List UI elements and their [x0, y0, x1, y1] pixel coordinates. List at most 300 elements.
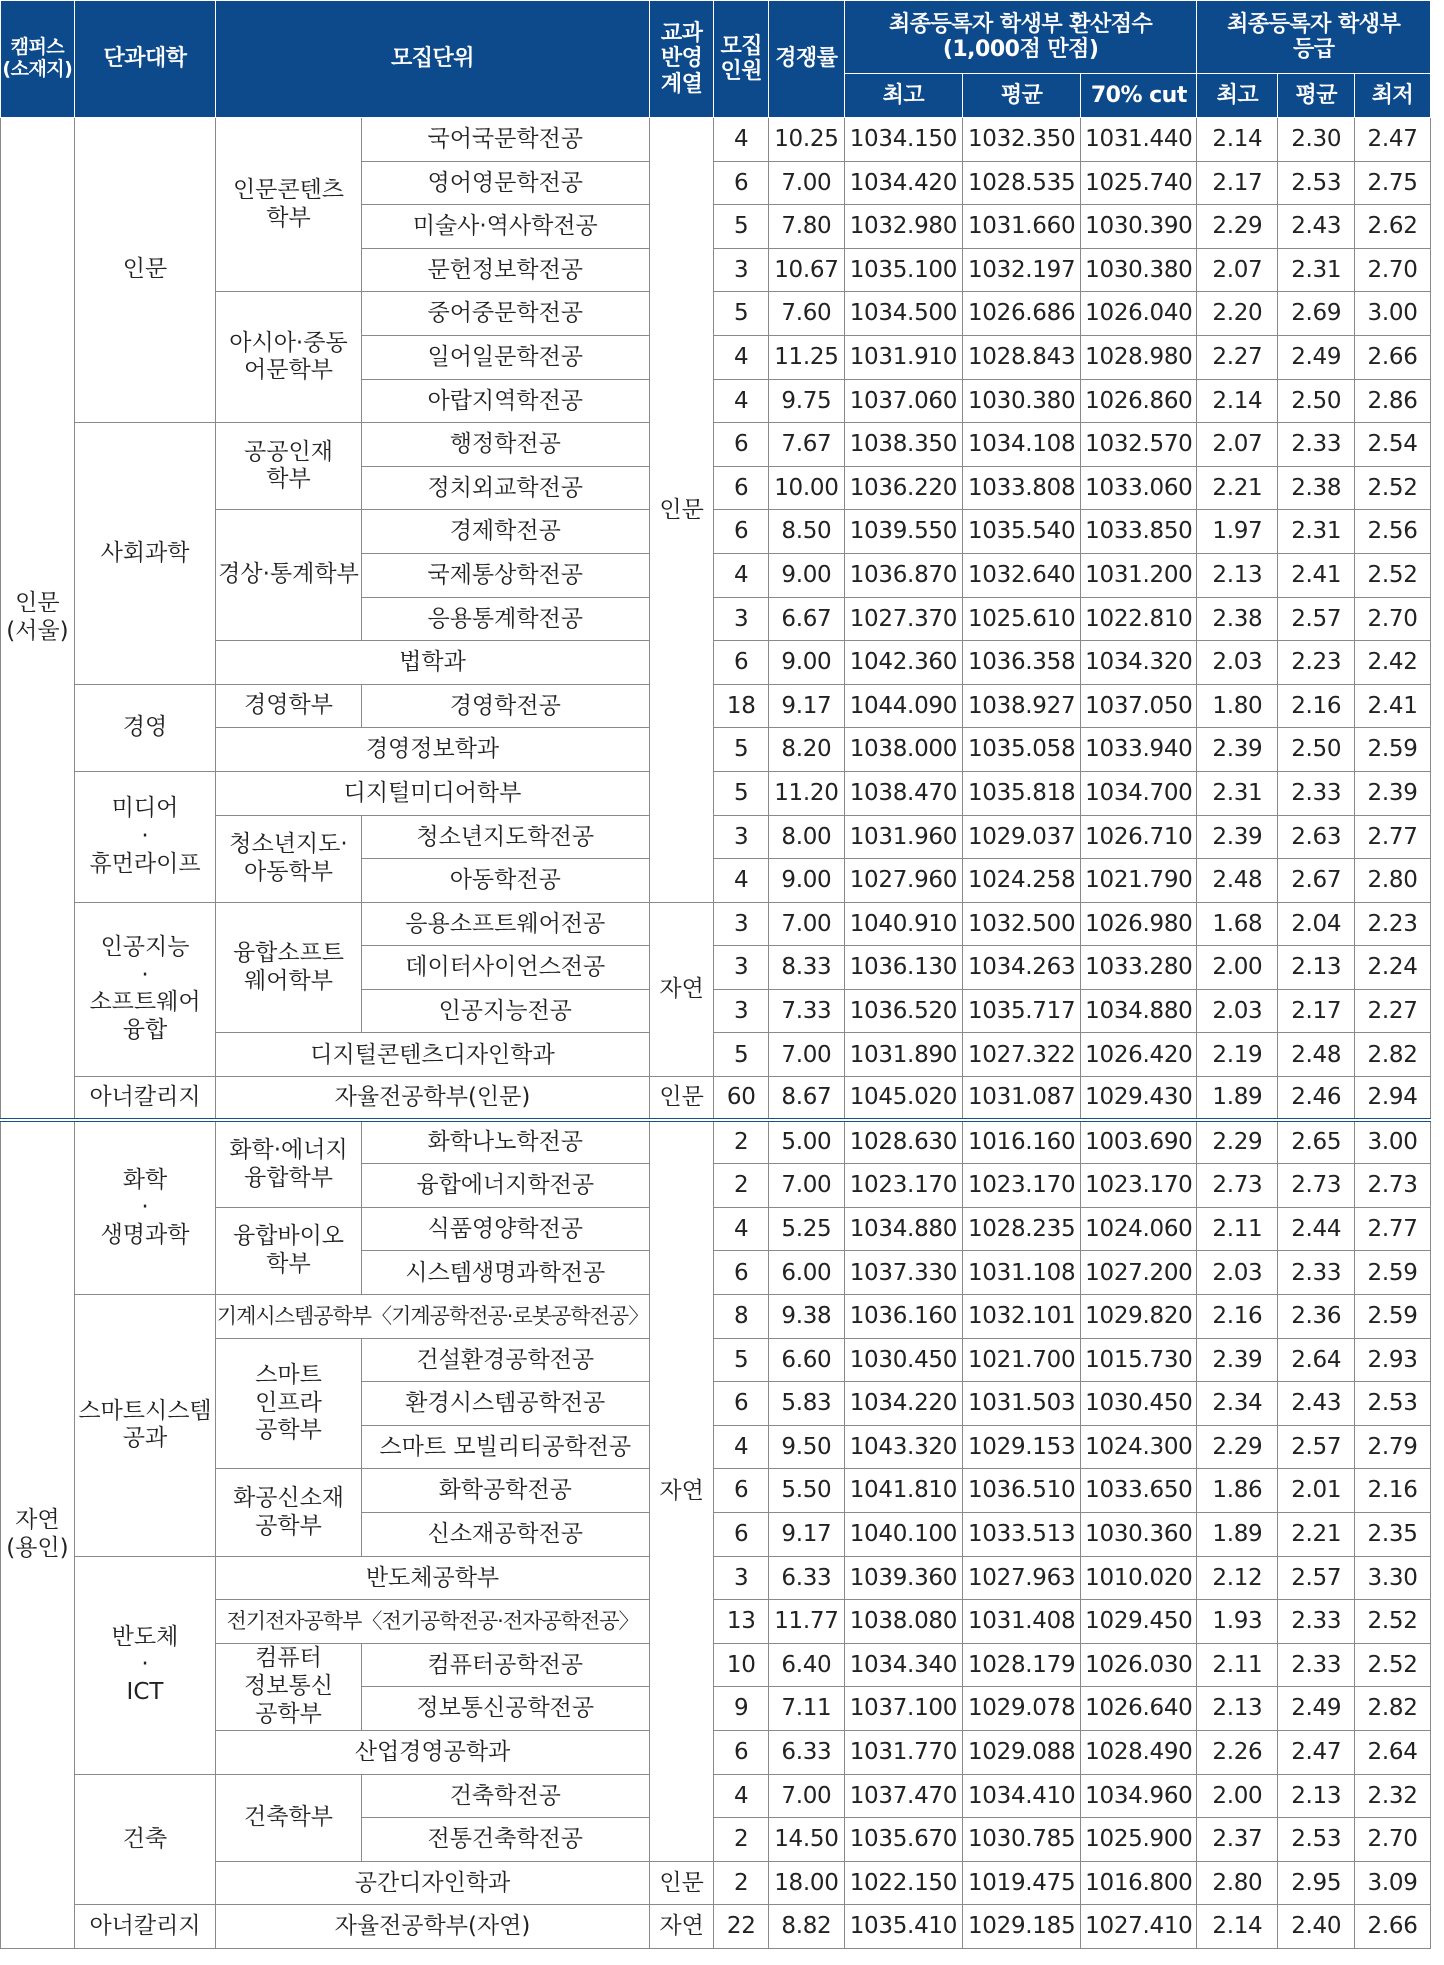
cell-text: 2.17	[1291, 997, 1342, 1024]
cell-text: 2.52	[1367, 562, 1418, 589]
cell-text: 행정학전공	[449, 431, 561, 458]
smax-cell	[844, 1818, 962, 1862]
gmin-cell	[1355, 902, 1431, 946]
cell-text: 1035.670	[849, 1826, 958, 1853]
gmax-cell	[1197, 1207, 1278, 1251]
unit-name-cell	[216, 728, 650, 772]
savg-cell	[963, 1164, 1081, 1208]
cell-text: 3	[734, 256, 749, 283]
cell-text: 2.86	[1367, 387, 1418, 414]
gmin-cell	[1355, 1774, 1431, 1818]
smax-cell	[844, 1033, 962, 1077]
ratio-cell	[769, 335, 845, 379]
school-cell	[216, 815, 362, 902]
cell-text: 2.53	[1291, 1826, 1342, 1853]
gavg-cell	[1278, 335, 1355, 379]
cell-text: 6	[734, 474, 749, 501]
cell-text: 2.24	[1367, 954, 1418, 981]
major-cell	[361, 1469, 649, 1513]
cell-text: 1031.108	[967, 1259, 1076, 1286]
cell-text: 인공지능 · 소프트웨어 융합	[89, 934, 201, 1043]
smax-cell	[844, 161, 962, 205]
major-cell	[361, 597, 649, 641]
smax-cell	[844, 423, 962, 467]
quota-cell	[714, 1818, 769, 1862]
cell-text: 디지털콘텐츠디자인학과	[310, 1041, 555, 1068]
cell-text: 2.00	[1212, 1782, 1263, 1809]
cell-text: 건설환경공학전공	[416, 1346, 595, 1373]
ratio-cell	[769, 205, 845, 249]
score-group-header: 최종등록자 학생부 환산점수 (1,000점 만점)	[888, 11, 1153, 62]
cell-text: 1034.420	[849, 169, 958, 196]
cell-text: 1.93	[1212, 1608, 1263, 1635]
cell-text: 1029.078	[967, 1695, 1076, 1722]
cell-text: 2.50	[1291, 387, 1342, 414]
cell-text: 1036.520	[849, 997, 958, 1024]
cell-text: 5.50	[781, 1477, 832, 1504]
quota-cell	[714, 1251, 769, 1295]
savg-cell	[963, 815, 1081, 859]
savg-cell	[963, 1382, 1081, 1426]
gmax-cell	[1197, 118, 1278, 162]
smax-cell	[844, 728, 962, 772]
cell-text: 2.23	[1367, 910, 1418, 937]
cell-text: 인문	[659, 1869, 704, 1896]
gavg-cell	[1278, 684, 1355, 728]
cell-text: 2.33	[1291, 1651, 1342, 1678]
cell-text: 1026.980	[1085, 910, 1193, 937]
cell-text: 1026.686	[967, 300, 1076, 327]
cell-text: 1030.450	[849, 1346, 958, 1373]
smax-cell	[844, 1730, 962, 1774]
cell-text: 응용통계학전공	[427, 605, 584, 632]
cell-text: 2.52	[1367, 474, 1418, 501]
cell-text: 8.20	[781, 736, 832, 763]
cell-text: 자율전공학부(인문)	[334, 1084, 531, 1111]
col-score-max: 최고	[844, 74, 962, 118]
cell-text: 1024.060	[1085, 1215, 1193, 1242]
cell-text: 자연	[659, 976, 704, 1003]
scut-cell	[1081, 1295, 1197, 1339]
ratio-cell	[769, 292, 845, 336]
ratio-cell	[769, 1643, 845, 1687]
major-cell	[361, 989, 649, 1033]
gavg-cell	[1278, 248, 1355, 292]
cell-text: 2.80	[1367, 867, 1418, 894]
gmax-cell	[1197, 1120, 1278, 1164]
major-cell	[361, 815, 649, 859]
savg-cell	[963, 379, 1081, 423]
smax-cell	[844, 1861, 962, 1905]
gavg-cell	[1278, 1730, 1355, 1774]
gmax-cell	[1197, 292, 1278, 336]
table-row	[1, 1295, 1431, 1339]
col-quota	[714, 1, 769, 118]
cell-text: 1036.160	[849, 1303, 958, 1330]
cell-text: 4	[734, 562, 749, 589]
scut-cell	[1081, 597, 1197, 641]
major-cell	[361, 1643, 649, 1687]
cell-text: 2.64	[1291, 1346, 1342, 1373]
ratio-cell	[769, 1600, 845, 1644]
cell-text: 1031.770	[849, 1739, 958, 1766]
gmax-cell	[1197, 1556, 1278, 1600]
table-row	[1, 641, 1431, 685]
cell-text: 1038.927	[967, 692, 1076, 719]
scut-cell	[1081, 1425, 1197, 1469]
cell-text: 2	[734, 1826, 749, 1853]
cell-text: 화학나노학전공	[427, 1129, 584, 1156]
gavg-cell	[1278, 205, 1355, 249]
cell-text: 1027.322	[967, 1041, 1076, 1068]
cell-text: 1028.535	[967, 169, 1076, 196]
cell-text: 1034.220	[849, 1390, 958, 1417]
cell-text: 2.30	[1291, 126, 1342, 153]
major-cell	[361, 553, 649, 597]
col-ratio: 경쟁률	[769, 1, 845, 118]
cell-text: 스마트 모빌리티공학전공	[379, 1433, 632, 1460]
cell-text: 기계시스템공학부〈기계공학전공·로봇공학전공〉	[216, 1304, 649, 1329]
cell-text: 1.86	[1212, 1477, 1263, 1504]
cell-text: 1028.980	[1085, 344, 1193, 371]
cell-text: 2.07	[1212, 431, 1263, 458]
gmin-cell	[1355, 379, 1431, 423]
cell-text: 전기전자공학부〈전기공학전공·전자공학전공〉	[226, 1609, 639, 1634]
quota-cell	[714, 1033, 769, 1077]
ratio-cell	[769, 1382, 845, 1426]
cell-text: 3	[734, 910, 749, 937]
ratio-cell	[769, 989, 845, 1033]
cell-text: 1021.700	[967, 1346, 1076, 1373]
smax-cell	[844, 335, 962, 379]
cell-text: 1010.020	[1085, 1564, 1193, 1591]
cell-text: 1034.880	[849, 1215, 958, 1242]
cell-text: 6	[734, 169, 749, 196]
cell-text: 2.48	[1291, 1041, 1342, 1068]
cell-text: 1037.330	[849, 1259, 958, 1286]
cell-text: 1.68	[1212, 910, 1263, 937]
cell-text: 1036.130	[849, 954, 958, 981]
cell-text: 2.32	[1367, 1782, 1418, 1809]
cell-text: 1031.200	[1085, 562, 1193, 589]
major-cell	[361, 684, 649, 728]
cell-text: 1021.790	[1085, 867, 1193, 894]
ratio-cell	[769, 1077, 845, 1121]
cell-text: 1027.963	[967, 1564, 1076, 1591]
cell-text: 2.12	[1212, 1564, 1263, 1591]
cell-text: 1036.220	[849, 474, 958, 501]
cell-text: 2	[734, 1172, 749, 1199]
cell-text: 법학과	[399, 649, 466, 676]
school-cell	[216, 902, 362, 1033]
savg-cell	[963, 946, 1081, 990]
gavg-cell	[1278, 641, 1355, 685]
savg-cell	[963, 1513, 1081, 1557]
col-score-group	[844, 1, 1197, 74]
gmin-cell	[1355, 815, 1431, 859]
cell-text: 1039.550	[849, 518, 958, 545]
cell-text: 2.77	[1367, 1215, 1418, 1242]
scut-cell	[1081, 379, 1197, 423]
cell-text: 2.57	[1291, 1433, 1342, 1460]
ratio-cell	[769, 1338, 845, 1382]
smax-cell	[844, 292, 962, 336]
cell-text: 2.21	[1291, 1521, 1342, 1548]
gmax-cell	[1197, 859, 1278, 903]
cell-text: 1042.360	[849, 649, 958, 676]
scut-cell	[1081, 161, 1197, 205]
cell-text: 화학공학전공	[438, 1477, 572, 1504]
quota-cell	[714, 335, 769, 379]
gavg-cell	[1278, 815, 1355, 859]
quota-cell	[714, 1338, 769, 1382]
cell-text: 스마트시스템 공과	[78, 1397, 212, 1452]
cell-text: 3	[734, 1564, 749, 1591]
unit-name-cell	[216, 1033, 650, 1077]
cell-text: 11.20	[774, 779, 839, 806]
cell-text: 18	[726, 692, 756, 719]
gavg-cell	[1278, 1425, 1355, 1469]
cell-text: 1023.170	[849, 1172, 958, 1199]
gmin-cell	[1355, 423, 1431, 467]
smax-cell	[844, 771, 962, 815]
smax-cell	[844, 1513, 962, 1557]
cell-text: 1030.380	[967, 387, 1076, 414]
cell-text: 경영학부	[244, 692, 333, 719]
savg-cell	[963, 205, 1081, 249]
cell-text: 1033.060	[1085, 474, 1193, 501]
cell-text: 1003.690	[1085, 1129, 1193, 1156]
cell-text: 8.33	[781, 954, 832, 981]
gmax-cell	[1197, 1905, 1278, 1949]
cell-text: 1032.640	[967, 562, 1076, 589]
savg-cell	[963, 335, 1081, 379]
table-row	[1, 1207, 1431, 1251]
cell-text: 3.30	[1367, 1564, 1418, 1591]
savg-cell	[963, 1425, 1081, 1469]
gmin-cell	[1355, 248, 1431, 292]
table-row	[1, 684, 1431, 728]
ratio-cell	[769, 1469, 845, 1513]
ratio-cell	[769, 684, 845, 728]
cell-text: 2.39	[1212, 1346, 1263, 1373]
cell-text: 7.00	[781, 169, 832, 196]
gavg-cell	[1278, 902, 1355, 946]
cell-text: 1033.940	[1085, 736, 1193, 763]
gmin-cell	[1355, 335, 1431, 379]
smax-cell	[844, 1207, 962, 1251]
ratio-cell	[769, 1120, 845, 1164]
cell-text: 2.07	[1212, 256, 1263, 283]
savg-cell	[963, 1643, 1081, 1687]
scut-cell	[1081, 859, 1197, 903]
cell-text: 2.33	[1291, 1608, 1342, 1635]
cell-text: 1029.088	[967, 1739, 1076, 1766]
gavg-cell	[1278, 118, 1355, 162]
cell-text: 2.26	[1212, 1739, 1263, 1766]
cell-text: 2	[734, 1869, 749, 1896]
cell-text: 산업경영공학과	[354, 1739, 511, 1766]
cell-text: 2.66	[1367, 344, 1418, 371]
gmin-cell	[1355, 1077, 1431, 1121]
cell-text: 2.16	[1291, 692, 1342, 719]
table-row	[1, 1469, 1431, 1513]
cell-text: 1023.170	[1085, 1172, 1193, 1199]
cell-text: 국제통상학전공	[427, 562, 584, 589]
cell-text: 자연 (용인)	[6, 1507, 69, 1562]
col-grade-group	[1197, 1, 1431, 74]
cell-text: 4	[734, 1782, 749, 1809]
major-cell	[361, 1513, 649, 1557]
savg-cell	[963, 1687, 1081, 1731]
gmin-cell	[1355, 1338, 1431, 1382]
gavg-cell	[1278, 466, 1355, 510]
cell-text: 경영정보학과	[365, 736, 500, 763]
campus-header: 캠퍼스 (소재지)	[2, 36, 73, 80]
col-grade-min: 최저	[1355, 74, 1431, 118]
scut-cell	[1081, 1861, 1197, 1905]
school-cell	[216, 684, 362, 728]
smax-cell	[844, 989, 962, 1033]
savg-cell	[963, 1207, 1081, 1251]
cell-text: 환경시스템공학전공	[405, 1390, 606, 1417]
gmax-cell	[1197, 161, 1278, 205]
table-row	[1, 1774, 1431, 1818]
gmax-cell	[1197, 1818, 1278, 1862]
gmax-cell	[1197, 815, 1278, 859]
cell-text: 6	[734, 1477, 749, 1504]
gavg-cell	[1278, 1164, 1355, 1208]
quota-cell	[714, 205, 769, 249]
cell-text: 10.67	[774, 256, 839, 283]
cell-text: 아동학전공	[449, 867, 561, 894]
cell-text: 1035.540	[967, 518, 1076, 545]
cell-text: 신소재공학전공	[427, 1521, 584, 1548]
gmax-cell	[1197, 641, 1278, 685]
ratio-cell	[769, 466, 845, 510]
cell-text: 2.70	[1367, 256, 1418, 283]
cell-text: 6	[734, 1521, 749, 1548]
cell-text: 8.67	[781, 1084, 832, 1111]
scut-cell	[1081, 1251, 1197, 1295]
gmin-cell	[1355, 946, 1431, 990]
scut-cell	[1081, 902, 1197, 946]
cell-text: 2.14	[1212, 126, 1263, 153]
cell-text: 화학·에너지 융합학부	[229, 1136, 348, 1191]
cell-text: 2.70	[1367, 1826, 1418, 1853]
cell-text: 1030.360	[1085, 1521, 1193, 1548]
major-cell	[361, 335, 649, 379]
scut-cell	[1081, 1164, 1197, 1208]
gmin-cell	[1355, 771, 1431, 815]
cell-text: 1024.258	[967, 867, 1076, 894]
ratio-cell	[769, 161, 845, 205]
gavg-cell	[1278, 1643, 1355, 1687]
gavg-cell	[1278, 1382, 1355, 1426]
cell-text: 2.75	[1367, 169, 1418, 196]
cell-text: 화학 · 생명과학	[100, 1166, 190, 1248]
cell-text: 1034.320	[1085, 649, 1193, 676]
cell-text: 1025.610	[967, 605, 1076, 632]
cell-text: 2.94	[1367, 1084, 1418, 1111]
cell-text: 2.42	[1367, 649, 1418, 676]
gmin-cell	[1355, 641, 1431, 685]
college-cell	[74, 423, 215, 685]
quota-cell	[714, 1556, 769, 1600]
cell-text: 6	[734, 1259, 749, 1286]
cell-text: 1032.101	[967, 1303, 1076, 1330]
cell-text: 2.65	[1291, 1129, 1342, 1156]
major-cell	[361, 859, 649, 903]
school-cell	[216, 423, 362, 510]
cell-text: 1030.450	[1085, 1390, 1193, 1417]
gavg-cell	[1278, 1207, 1355, 1251]
cell-text: 2.79	[1367, 1433, 1418, 1460]
cell-text: 3	[734, 605, 749, 632]
gmax-cell	[1197, 1469, 1278, 1513]
cell-text: 2.73	[1291, 1172, 1342, 1199]
cell-text: 3.00	[1367, 1129, 1418, 1156]
major-cell	[361, 423, 649, 467]
cell-text: 1034.410	[967, 1782, 1076, 1809]
gmax-cell	[1197, 902, 1278, 946]
gavg-cell	[1278, 946, 1355, 990]
table-row	[1, 510, 1431, 554]
cell-text: 5.83	[781, 1390, 832, 1417]
smax-cell	[844, 641, 962, 685]
cell-text: 컴퓨터공학전공	[427, 1651, 584, 1678]
gavg-cell	[1278, 1338, 1355, 1382]
gmin-cell	[1355, 1513, 1431, 1557]
quota-cell	[714, 1905, 769, 1949]
scut-cell	[1081, 1338, 1197, 1382]
major-cell	[361, 1207, 649, 1251]
school-cell	[216, 1469, 362, 1556]
savg-cell	[963, 466, 1081, 510]
cell-text: 청소년지도학전공	[416, 823, 595, 850]
cell-text: 2.80	[1212, 1869, 1263, 1896]
savg-cell	[963, 1077, 1081, 1121]
cell-text: 2.35	[1367, 1521, 1418, 1548]
gmax-cell	[1197, 771, 1278, 815]
cell-text: 1.97	[1212, 518, 1263, 545]
school-cell	[216, 1207, 362, 1294]
scut-cell	[1081, 466, 1197, 510]
school-cell	[216, 1120, 362, 1207]
cell-text: 1.89	[1212, 1521, 1263, 1548]
cell-text: 2.70	[1367, 605, 1418, 632]
cell-text: 융합에너지학전공	[416, 1172, 595, 1199]
cell-text: 1025.900	[1085, 1826, 1193, 1853]
smax-cell	[844, 1687, 962, 1731]
ratio-cell	[769, 1556, 845, 1600]
cell-text: 1027.200	[1085, 1259, 1193, 1286]
cell-text: 1037.100	[849, 1695, 958, 1722]
cell-text: 1031.087	[967, 1084, 1076, 1111]
quota-cell	[714, 161, 769, 205]
smax-cell	[844, 1338, 962, 1382]
cell-text: 1034.960	[1085, 1782, 1193, 1809]
cell-text: 2.64	[1367, 1739, 1418, 1766]
grade-group-header: 최종등록자 학생부 등급	[1227, 11, 1401, 62]
cell-text: 10.00	[774, 474, 839, 501]
col-track	[649, 1, 714, 118]
cell-text: 7.00	[781, 1782, 832, 1809]
scut-cell	[1081, 510, 1197, 554]
cell-text: 전통건축학전공	[427, 1826, 584, 1853]
table-row	[1, 902, 1431, 946]
cell-text: 1038.350	[849, 431, 958, 458]
